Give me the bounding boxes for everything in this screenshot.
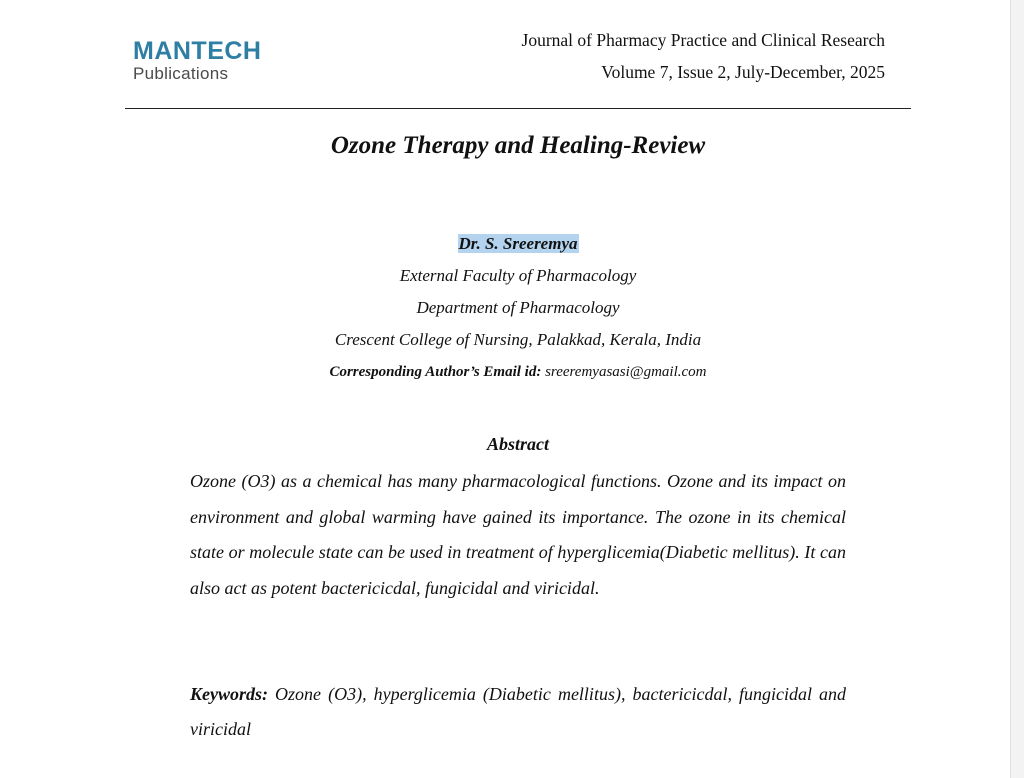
author-affiliation-1: External Faculty of Pharmacology [399,266,637,285]
author-name[interactable]: Dr. S. Sreeremya [458,234,578,253]
scrollbar[interactable] [1010,0,1024,778]
author-affiliation-2: Department of Pharmacology [416,298,620,317]
author-email-line [0,356,1024,388]
author-block [0,228,1024,388]
abstract-text: Ozone (O3) as a chemical has many pharmacological functions. Ozone and its impact on environment and global warming have gained its importance. The ozone in its chemical state or molecule state can be used in treatment of hyperglicemia(Diabetic mellitus). It can also act as potent bactericicdal, fungicidal and viricidal. [190,471,846,598]
keywords-text: Ozone (O3), hyperglicemia (Diabetic mellitus), bactericicdal, fungicidal and viricidal [190,684,847,739]
article-title: Ozone Therapy and Healing-Review [330,132,706,159]
header-divider [125,108,911,109]
journal-header [522,24,885,88]
abstract-heading: Abstract [486,434,549,454]
logo-wordmark: MANTECH [133,37,262,65]
journal-issue: Volume 7, Issue 2, July-December, 2025 [601,62,885,82]
email-address[interactable]: sreeremyasasi@gmail.com [545,364,707,380]
author-affiliation-3: Crescent College of Nursing, Palakkad, Kerala, India [334,330,702,349]
publisher-logo [133,38,262,83]
email-label: Corresponding Author’s Email id: [329,364,542,380]
keywords-paragraph [190,677,846,747]
logo-subtitle: Publications [133,64,229,83]
journal-name: Journal of Pharmacy Practice and Clinical Research [521,30,885,50]
keywords-label: Keywords: [190,684,268,704]
